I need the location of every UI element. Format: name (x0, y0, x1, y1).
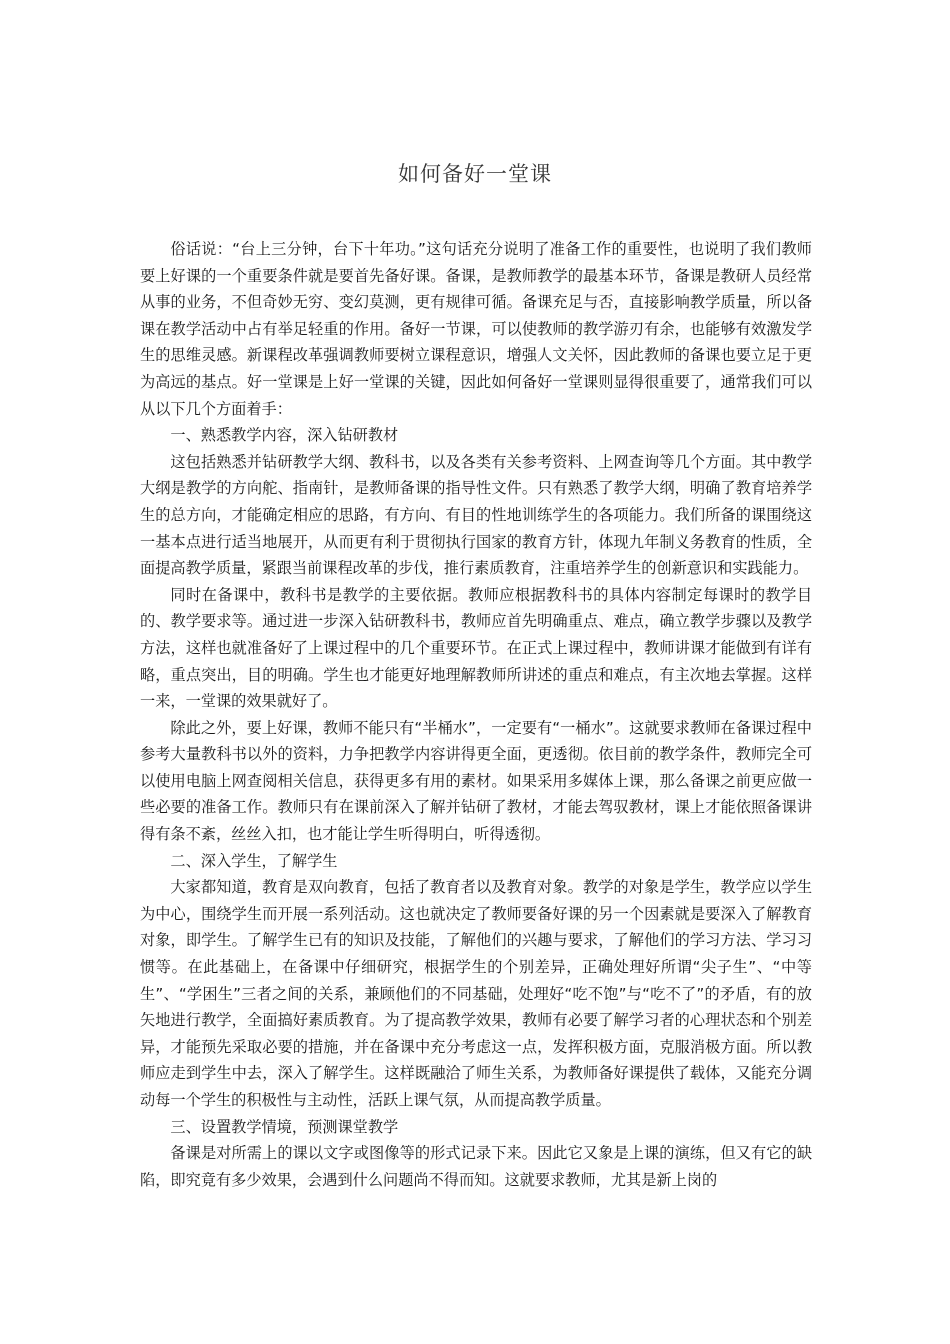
paragraph-1-2: 同时在备课中，教科书是教学的主要依据。教师应根据教科书的具体内容制定每课时的教学目的、教学要求等。通过进一步深入钻研教科书，教师应首先明确重点、难点，确立教学步骤以及教学方法，这样也就准备好了上课过程中的几个重要环节。在正式上课过程中，教师讲课才能做到有详有略，重点突出，目的明确。学生也才能更好地理解教师所讲述的重点和难点，有主次地去掌握。这样一来，一堂课的效果就好了。 (140, 585, 812, 711)
paragraph-2-1: 大家都知道，教育是双向教育，包括了教育者以及教育对象。教学的对象是学生，教学应以学生为中心，围绕学生而开展一系列活动。这也就决定了教师要备好课的另一个因素就是要深入了解教育对象，即学生。了解学生已有的知识及技能，了解他们的兴趣与要求，了解他们的学习方法、学习习惯等。在此基础上，在备课中仔细研究，根据学生的个别差异，正确处理好所谓“尖子生”、“中等生”、“学困生”三者之间的关系，兼顾他们的不同基础，处理好“吃不饱”与“吃不了”的矛盾，有的放矢地进行教学，全面搞好素质教育。为了提高教学效果，教师有必要了解学习者的心理状态和个别差异，才能预先采取必要的措施，并在备课中充分考虑这一点，发挥积极方面，克服消极方面。所以教师应走到学生中去，深入了解学生。这样既融洽了师生关系，为教师备好课提供了载体，又能充分调动每一个学生的积极性与主动性，活跃上课气氛，从而提高教学质量。 (140, 878, 812, 1109)
paragraph-intro: 俗话说：“台上三分钟，台下十年功。”这句话充分说明了准备工作的重要性，也说明了我们教师要上好课的一个重要条件就是要首先备好课。备课，是教师教学的最基本环节，备课是教研人员经常从事的业务，不但奇妙无穷、变幻莫测，更有规律可循。备课充足与否，直接影响教学质量，所以备课在教学活动中占有举足轻重的作用。备好一节课，可以使教师的教学游刃有余，也能够有效激发学生的思维灵感。新课程改革强调教师要树立课程意识，增强人文关怀，因此教师的备课也要立足于更为高远的基点。好一堂课是上好一堂课的关键，因此如何备好一堂课则显得很重要了，通常我们可以从以下几个方面着手： (140, 240, 812, 418)
paragraph-3-1: 备课是对所需上的课以文字或图像等的形式记录下来。因此它又象是上课的演练，但又有它的缺陷，即究竟有多少效果，会遇到什么问题尚不得而知。这就要求教师，尤其是新上岗的 (140, 1144, 812, 1189)
section-heading-1: 一、熟悉教学内容，深入钻研教材 (170, 426, 399, 445)
paragraph-1-3: 除此之外，要上好课，教师不能只有“半桶水”，一定要有“一桶水”。这就要求教师在备课过程中参考大量教科书以外的资料，力争把教学内容讲得更全面，更透彻。依目前的教学条件，教师完全可以使用电脑上网查阅相关信息，获得更多有用的素材。如果采用多媒体上课，那么备课之前更应做一些必要的准备工作。教师只有在课前深入了解并钻研了教材，才能去驾驭教材，课上才能依照备课讲得有条不紊，丝丝入扣，也才能让学生听得明白，听得透彻。 (140, 718, 812, 844)
section-heading-2: 二、深入学生，了解学生 (170, 851, 338, 870)
document-title: 如何备好一堂课 (398, 162, 552, 186)
section-heading-3: 三、设置教学情境，预测课堂教学 (170, 1117, 399, 1136)
paragraph-1-1: 这包括熟悉并钻研教学大纲、教科书，以及各类有关参考资料、上网查询等几个方面。其中教学大纲是教学的方向舵、指南针，是教师备课的指导性文件。只有熟悉了教学大纲，明确了教育培养学生的总方向，才能确定相应的思路，有方向、有目的性地训练学生的各项能力。我们所备的课围绕这一基本点进行适当地展开，从而更有利于贯彻执行国家的教育方针，体现九年制义务教育的性质，全面提高教学质量，紧跟当前课程改革的步伐，推行素质教育，注重培养学生的创新意识和实践能力。 (140, 452, 812, 578)
document-body (140, 236, 812, 1193)
